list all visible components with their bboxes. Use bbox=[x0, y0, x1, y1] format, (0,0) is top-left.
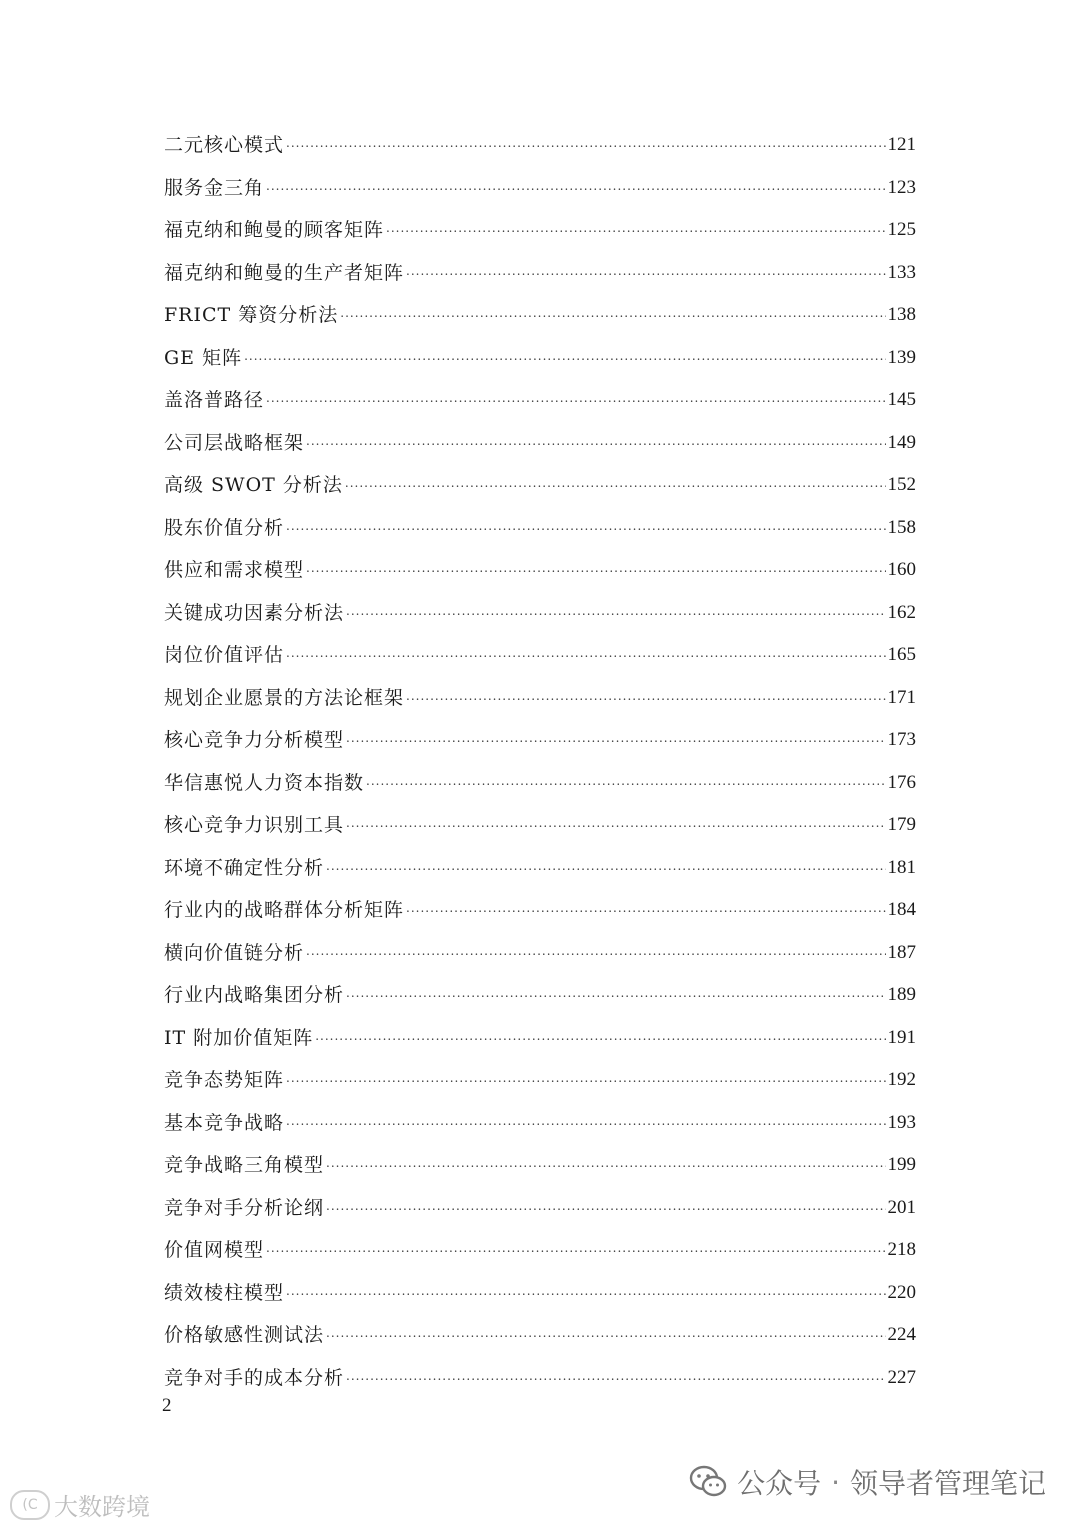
toc-entry-page: 176 bbox=[887, 771, 916, 793]
toc-entry-page: 149 bbox=[887, 431, 916, 453]
toc-entry-page: 121 bbox=[887, 134, 916, 155]
toc-entry bbox=[164, 634, 916, 677]
toc-entry-page: 152 bbox=[887, 474, 916, 495]
toc-entry bbox=[164, 762, 916, 805]
toc-entry-title: 竞争对手的成本分析 bbox=[164, 1366, 345, 1389]
toc-entry-page: 227 bbox=[887, 1366, 916, 1388]
toc-entry bbox=[164, 252, 916, 295]
toc-entry bbox=[164, 974, 916, 1017]
toc-entry bbox=[164, 1187, 916, 1230]
toc-entry bbox=[164, 549, 916, 592]
toc-entry-page: 145 bbox=[887, 389, 916, 410]
watermark-account-name: 领导者管理笔记 bbox=[849, 1467, 1046, 1500]
toc-entry-title: GE 矩阵 bbox=[164, 346, 243, 369]
toc-entry-title: 价值网模型 bbox=[164, 1239, 265, 1261]
toc-entry bbox=[164, 1059, 916, 1102]
toc-entry bbox=[164, 422, 916, 465]
toc-dot-leader bbox=[326, 1183, 885, 1228]
watermark-prefix: 公众号 bbox=[737, 1467, 822, 1500]
toc-entry-page: 123 bbox=[887, 176, 916, 198]
toc-dot-leader bbox=[306, 545, 885, 590]
toc-entry-page: 133 bbox=[887, 261, 916, 283]
toc-entry-title: 竞争态势矩阵 bbox=[164, 1069, 285, 1091]
toc-entry bbox=[164, 932, 916, 975]
toc-entry-title: 福克纳和鲍曼的生产者矩阵 bbox=[164, 261, 405, 284]
toc-entry bbox=[164, 847, 916, 890]
toc-entry-title: FRICT 筹资分析法 bbox=[164, 304, 339, 326]
toc-dot-leader bbox=[266, 1225, 885, 1270]
toc-dot-leader bbox=[406, 248, 885, 293]
toc-dot-leader bbox=[386, 205, 885, 250]
toc-entry bbox=[164, 1102, 916, 1145]
toc-entry-page: 179 bbox=[887, 814, 916, 835]
toc-entry bbox=[164, 124, 916, 167]
toc-entry-title: 福克纳和鲍曼的顾客矩阵 bbox=[164, 219, 385, 241]
toc-entry bbox=[164, 592, 916, 635]
toc-dot-leader bbox=[345, 460, 886, 505]
toc-dot-leader bbox=[346, 970, 885, 1015]
watermark-left bbox=[10, 1487, 150, 1522]
toc-entry bbox=[164, 719, 916, 762]
toc-entry-page: 165 bbox=[887, 644, 916, 665]
toc-entry-title: 基本竞争战略 bbox=[164, 1111, 285, 1134]
toc-entry-title: 绩效棱柱模型 bbox=[164, 1281, 285, 1304]
toc-dot-leader bbox=[286, 120, 885, 165]
toc-entry-title: 供应和需求模型 bbox=[164, 559, 305, 581]
toc-entry-title: 华信惠悦人力资本指数 bbox=[164, 771, 365, 794]
toc-dot-leader bbox=[340, 290, 885, 335]
toc-entry-page: 139 bbox=[887, 346, 916, 368]
toc-dot-leader bbox=[286, 630, 885, 675]
watermark-left-text: 大数跨境 bbox=[54, 1493, 150, 1521]
toc-dot-leader bbox=[286, 1268, 885, 1313]
toc-dot-leader bbox=[286, 1098, 885, 1143]
toc-entry-page: 199 bbox=[887, 1154, 916, 1175]
toc-entry bbox=[164, 464, 916, 507]
toc-entry-title: 规划企业愿景的方法论框架 bbox=[164, 686, 405, 709]
toc-dot-leader bbox=[346, 588, 885, 633]
toc-entry-title: 高级 SWOT 分析法 bbox=[164, 474, 343, 496]
toc-entry-title: 价格敏感性测试法 bbox=[164, 1324, 325, 1346]
toc-dot-leader bbox=[266, 375, 885, 420]
toc-entry bbox=[164, 1229, 916, 1272]
toc-dot-leader bbox=[326, 1310, 885, 1355]
toc-dot-leader bbox=[306, 418, 885, 463]
toc-entry-page: 162 bbox=[887, 601, 916, 623]
toc-dot-leader bbox=[346, 1353, 885, 1398]
toc-dot-leader bbox=[406, 885, 885, 930]
toc-entry bbox=[164, 209, 916, 252]
toc-entry-page: 171 bbox=[887, 686, 916, 708]
toc-entry-page: 187 bbox=[887, 941, 916, 963]
toc-entry-page: 193 bbox=[887, 1111, 916, 1133]
wechat-icon bbox=[689, 1465, 727, 1499]
toc-entry bbox=[164, 507, 916, 550]
toc-dot-leader bbox=[366, 758, 885, 803]
toc-entry-title: 核心竞争力分析模型 bbox=[164, 729, 345, 751]
watermark-logo-icon: (C bbox=[10, 1490, 50, 1520]
toc-entry-title: 环境不确定性分析 bbox=[164, 856, 325, 879]
toc-entry-title: 行业内战略集团分析 bbox=[164, 984, 345, 1006]
toc-entry-page: 125 bbox=[887, 219, 916, 240]
toc-entry-title: IT 附加价值矩阵 bbox=[164, 1026, 314, 1049]
toc-entry-page: 191 bbox=[887, 1026, 916, 1048]
toc-entry-title: 公司层战略框架 bbox=[164, 431, 305, 454]
toc-dot-leader bbox=[286, 503, 885, 548]
toc-entry-title: 岗位价值评估 bbox=[164, 644, 285, 666]
toc-entry-title: 股东价值分析 bbox=[164, 516, 285, 539]
toc-entry-page: 218 bbox=[887, 1239, 916, 1260]
toc-entry-page: 173 bbox=[887, 729, 916, 750]
toc-dot-leader bbox=[286, 1055, 885, 1100]
toc-entry bbox=[164, 1017, 916, 1060]
toc-entry-page: 158 bbox=[887, 516, 916, 538]
toc-entry-page: 189 bbox=[887, 984, 916, 1005]
toc-entry-title: 横向价值链分析 bbox=[164, 941, 305, 964]
toc-dot-leader bbox=[326, 843, 885, 888]
toc-entry-title: 行业内的战略群体分析矩阵 bbox=[164, 899, 405, 921]
table-of-contents bbox=[164, 124, 916, 1399]
toc-entry-title: 服务金三角 bbox=[164, 176, 265, 199]
toc-entry bbox=[164, 804, 916, 847]
toc-entry-page: 192 bbox=[887, 1069, 916, 1090]
toc-dot-leader bbox=[326, 1140, 885, 1185]
toc-dot-leader bbox=[306, 928, 885, 973]
toc-entry-title: 关键成功因素分析法 bbox=[164, 601, 345, 624]
toc-dot-leader bbox=[315, 1013, 885, 1058]
toc-dot-leader bbox=[346, 715, 885, 760]
toc-entry-title: 竞争对手分析论纲 bbox=[164, 1196, 325, 1219]
toc-entry-page: 184 bbox=[887, 899, 916, 920]
toc-entry-page: 224 bbox=[887, 1324, 916, 1345]
toc-entry-page: 220 bbox=[887, 1281, 916, 1303]
toc-entry bbox=[164, 379, 916, 422]
toc-entry bbox=[164, 167, 916, 210]
toc-entry-title: 竞争战略三角模型 bbox=[164, 1154, 325, 1176]
toc-entry bbox=[164, 1272, 916, 1315]
toc-dot-leader bbox=[244, 333, 885, 378]
toc-entry bbox=[164, 889, 916, 932]
toc-entry-title: 核心竞争力识别工具 bbox=[164, 814, 345, 836]
toc-entry-title: 二元核心模式 bbox=[164, 134, 285, 156]
toc-dot-leader bbox=[266, 163, 885, 208]
toc-dot-leader bbox=[406, 673, 885, 718]
watermark-right bbox=[689, 1462, 1046, 1502]
toc-entry-page: 160 bbox=[887, 559, 916, 580]
toc-entry-page: 201 bbox=[887, 1196, 916, 1218]
toc-dot-leader bbox=[346, 800, 885, 845]
toc-entry bbox=[164, 1144, 916, 1187]
toc-entry bbox=[164, 294, 916, 337]
toc-entry-page: 181 bbox=[887, 856, 916, 878]
toc-entry bbox=[164, 1314, 916, 1357]
toc-entry-page: 138 bbox=[887, 304, 916, 325]
toc-entry bbox=[164, 1357, 916, 1400]
watermark-separator: · bbox=[831, 1465, 840, 1499]
toc-entry bbox=[164, 337, 916, 380]
toc-entry-title: 盖洛普路径 bbox=[164, 389, 265, 411]
toc-entry bbox=[164, 677, 916, 720]
page-number: 2 bbox=[162, 1395, 172, 1416]
